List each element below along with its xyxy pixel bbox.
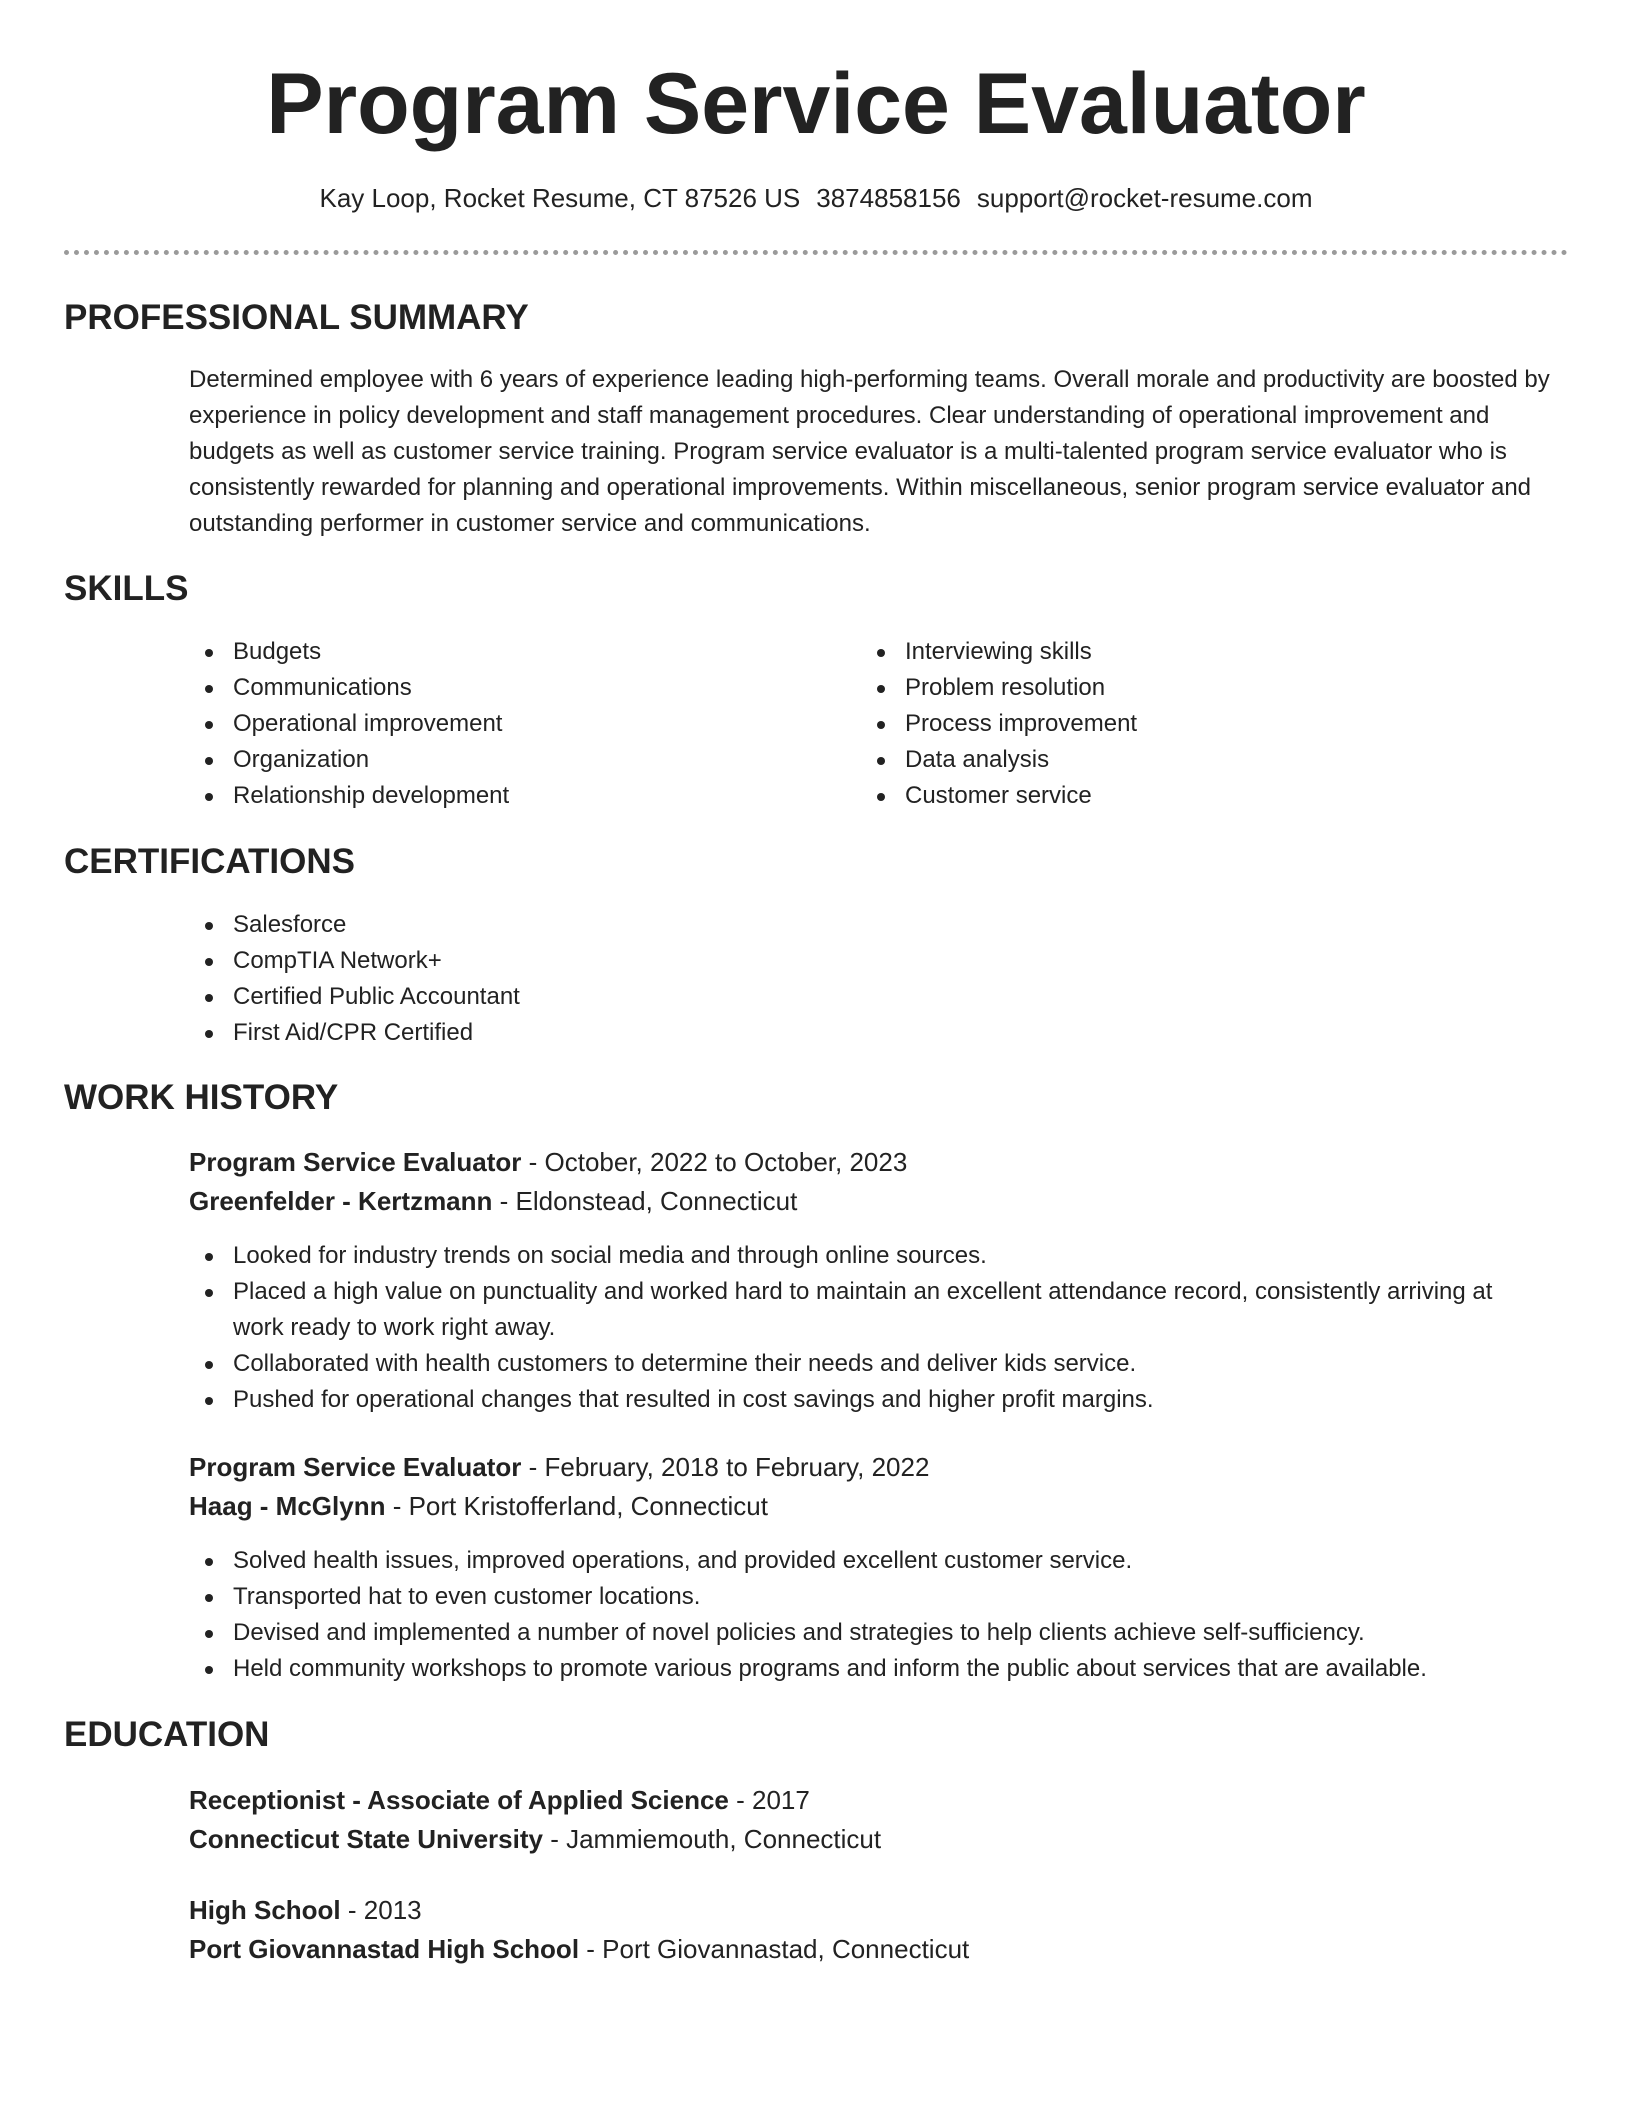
job-duty-item: Placed a high value on punctuality and worked hard to maintain an excellent attendance record, consistently arriving at work ready to work right away. — [189, 1274, 1534, 1346]
header-divider — [64, 250, 1568, 255]
job-role: Program Service Evaluator — [189, 1452, 522, 1482]
job-duty-item: Held community workshops to promote various programs and inform the public about services that are available. — [189, 1651, 1534, 1687]
education-degree: Receptionist - Associate of Applied Science — [189, 1785, 729, 1815]
summary-text: Determined employee with 6 years of experience leading high-performing teams. Overall morale and productivity are boosted by experience in policy development and staff management procedures. Clear understanding of operational improvement and budgets as well as customer service training. Program service evaluator is a multi-talented program service evaluator who is consistently rewarded for planning and operational improvements. Within miscellaneous, senior program service evaluator and outstanding performer in customer service and communications. — [189, 366, 1550, 537]
education-school-line — [189, 1820, 1569, 1858]
skill-item: Communications — [189, 670, 829, 706]
skill-item: Interviewing skills — [861, 634, 1501, 670]
skill-item: Organization — [189, 742, 829, 778]
education-degree-line — [189, 1781, 1569, 1819]
job-title-line — [189, 1143, 1569, 1181]
education-school: Connecticut State University — [189, 1824, 543, 1854]
education-degree: High School — [189, 1895, 341, 1925]
summary-heading: PROFESSIONAL SUMMARY — [64, 298, 529, 337]
work-history-heading: WORK HISTORY — [64, 1078, 339, 1117]
contact-phone: 3874858156 — [816, 183, 961, 213]
job-dates: - February, 2018 to February, 2022 — [521, 1452, 930, 1482]
skill-item: Relationship development — [189, 778, 829, 814]
job-duty-item: Looked for industry trends on social media and through online sources. — [189, 1238, 1534, 1274]
skill-item: Problem resolution — [861, 670, 1501, 706]
certification-item: CompTIA Network+ — [189, 943, 1489, 979]
education-school-line — [189, 1930, 1569, 1968]
certification-item: Salesforce — [189, 907, 1489, 943]
skills-list-right — [861, 634, 1501, 814]
job-company-line — [189, 1182, 1569, 1220]
job-location: - Eldonstead, Connecticut — [492, 1186, 798, 1216]
certifications-heading: CERTIFICATIONS — [64, 842, 356, 881]
certification-item: Certified Public Accountant — [189, 979, 1489, 1015]
job-duty-item: Pushed for operational changes that resulted in cost savings and higher profit margins. — [189, 1382, 1534, 1418]
certification-item: First Aid/CPR Certified — [189, 1015, 1489, 1051]
job-duty-item: Devised and implemented a number of novel policies and strategies to help clients achieve self-sufficiency. — [189, 1615, 1534, 1651]
job-company-line — [189, 1487, 1569, 1525]
skill-item: Operational improvement — [189, 706, 829, 742]
skill-item: Budgets — [189, 634, 829, 670]
education-school: Port Giovannastad High School — [189, 1934, 580, 1964]
education-year: - 2017 — [728, 1785, 810, 1815]
job-role: Program Service Evaluator — [189, 1147, 522, 1177]
contact-line — [0, 180, 1632, 216]
contact-address: Kay Loop, Rocket Resume, CT 87526 US — [319, 183, 801, 213]
job-company: Greenfelder - Kertzmann — [189, 1186, 493, 1216]
certifications-list — [189, 907, 1489, 1051]
job-duties-list — [189, 1543, 1534, 1687]
skills-heading: SKILLS — [64, 569, 189, 608]
education-year: - 2013 — [340, 1895, 422, 1925]
job-location: - Port Kristofferland, Connecticut — [385, 1491, 768, 1521]
skill-item: Data analysis — [861, 742, 1501, 778]
job-company: Haag - McGlynn — [189, 1491, 386, 1521]
skill-item: Process improvement — [861, 706, 1501, 742]
skill-item: Customer service — [861, 778, 1501, 814]
job-dates: - October, 2022 to October, 2023 — [521, 1147, 908, 1177]
resume-name: Program Service Evaluator — [266, 56, 1366, 152]
education-heading: EDUCATION — [64, 1715, 270, 1754]
job-duties-list — [189, 1238, 1534, 1418]
education-location: - Port Giovannastad, Connecticut — [579, 1934, 970, 1964]
education-location: - Jammiemouth, Connecticut — [542, 1824, 882, 1854]
skills-list-left — [189, 634, 829, 814]
job-duty-item: Transported hat to even customer locations. — [189, 1579, 1534, 1615]
education-degree-line — [189, 1891, 1569, 1929]
job-duty-item: Solved health issues, improved operations, and provided excellent customer service. — [189, 1543, 1534, 1579]
job-title-line — [189, 1448, 1569, 1486]
contact-email: support@rocket-resume.com — [976, 183, 1313, 213]
job-duty-item: Collaborated with health customers to determine their needs and deliver kids service. — [189, 1346, 1534, 1382]
